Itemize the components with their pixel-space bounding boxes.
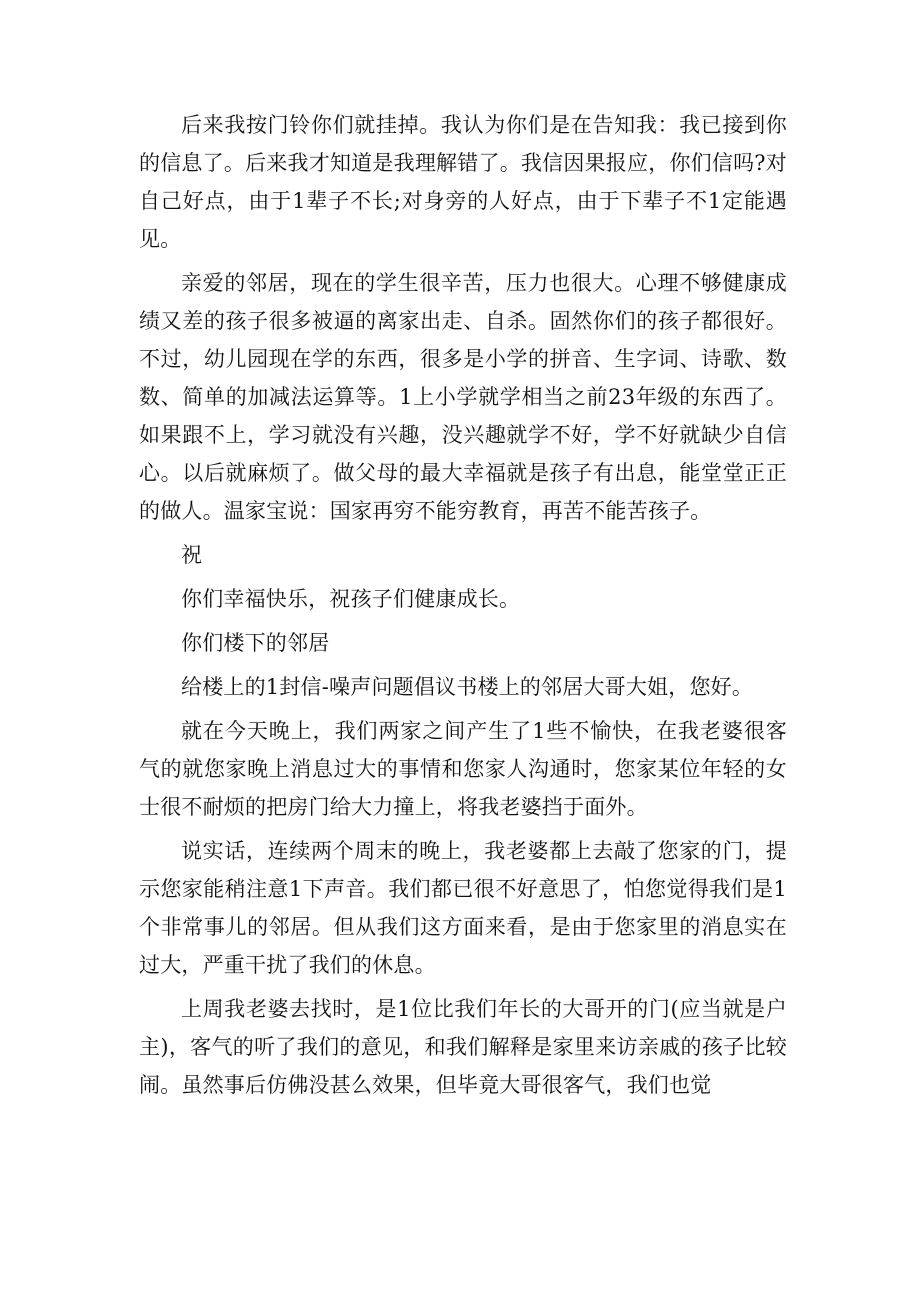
paragraph-last-week: 上周我老婆去找时，是1位比我们年长的大哥开的门(应当就是户主)，客气的听了我们的意见，和我们解释是家里来访亲戚的孩子比较闹。虽然事后仿佛没甚么效果，但毕竟大哥很客气，我们也觉 [139,997,787,1097]
paragraph-education: 亲爱的邻居，现在的学生很辛苦，压力也很大。心理不够健康成绩又差的孩子很多被逼的离家出走、自杀。固然你们的孩子都很好。不过，幼儿园现在学的东西，很多是小学的拼音、生字词、诗歌、数数、简单的加减法运算等。1上小学就学相当之前23年级的东西了。如果跟不上，学习就没有兴趣，没兴趣就学不好，学不好就缺少自信心。以后就麻烦了。做父母的最大幸福就是孩子有出息，能堂堂正正的做人。温家宝说：国家再穷不能穷教育，再苦不能苦孩子。 [139,271,787,523]
paragraph-letter-title: 给楼上的1封信-噪声问题倡议书楼上的邻居大哥大姐，您好。 [181,675,754,699]
paragraph-signature: 你们楼下的邻居 [181,631,330,655]
paragraph-blessing: 祝 [181,543,203,567]
document-body [139,106,787,1110]
paragraph-doorbell: 后来我按门铃你们就挂掉。我认为你们是在告知我：我已接到你的信息了。后来我才知道是我理解错了。我信因果报应，你们信吗?对自己好点，由于1辈子不长;对身旁的人好点，由于下辈子不1定能遇见。 [139,113,787,251]
paragraph-weekends: 说实话，连续两个周末的晚上，我老婆都上去敲了您家的门，提示您家能稍注意1下声音。我们都已很不好意思了，怕您觉得我们是1个非常事儿的邻居。但从我们这方面来看，是由于您家里的消息实在过大，严重干扰了我们的休息。 [139,839,787,977]
paragraph-tonight: 就在今天晚上，我们两家之间产生了1些不愉快，在我老婆很客气的就您家晚上消息过大的事情和您家人沟通时，您家某位年轻的女士很不耐烦的把房门给大力撞上，将我老婆挡于面外。 [139,719,787,819]
paragraph-wishes: 你们幸福快乐，祝孩子们健康成长。 [181,587,521,611]
